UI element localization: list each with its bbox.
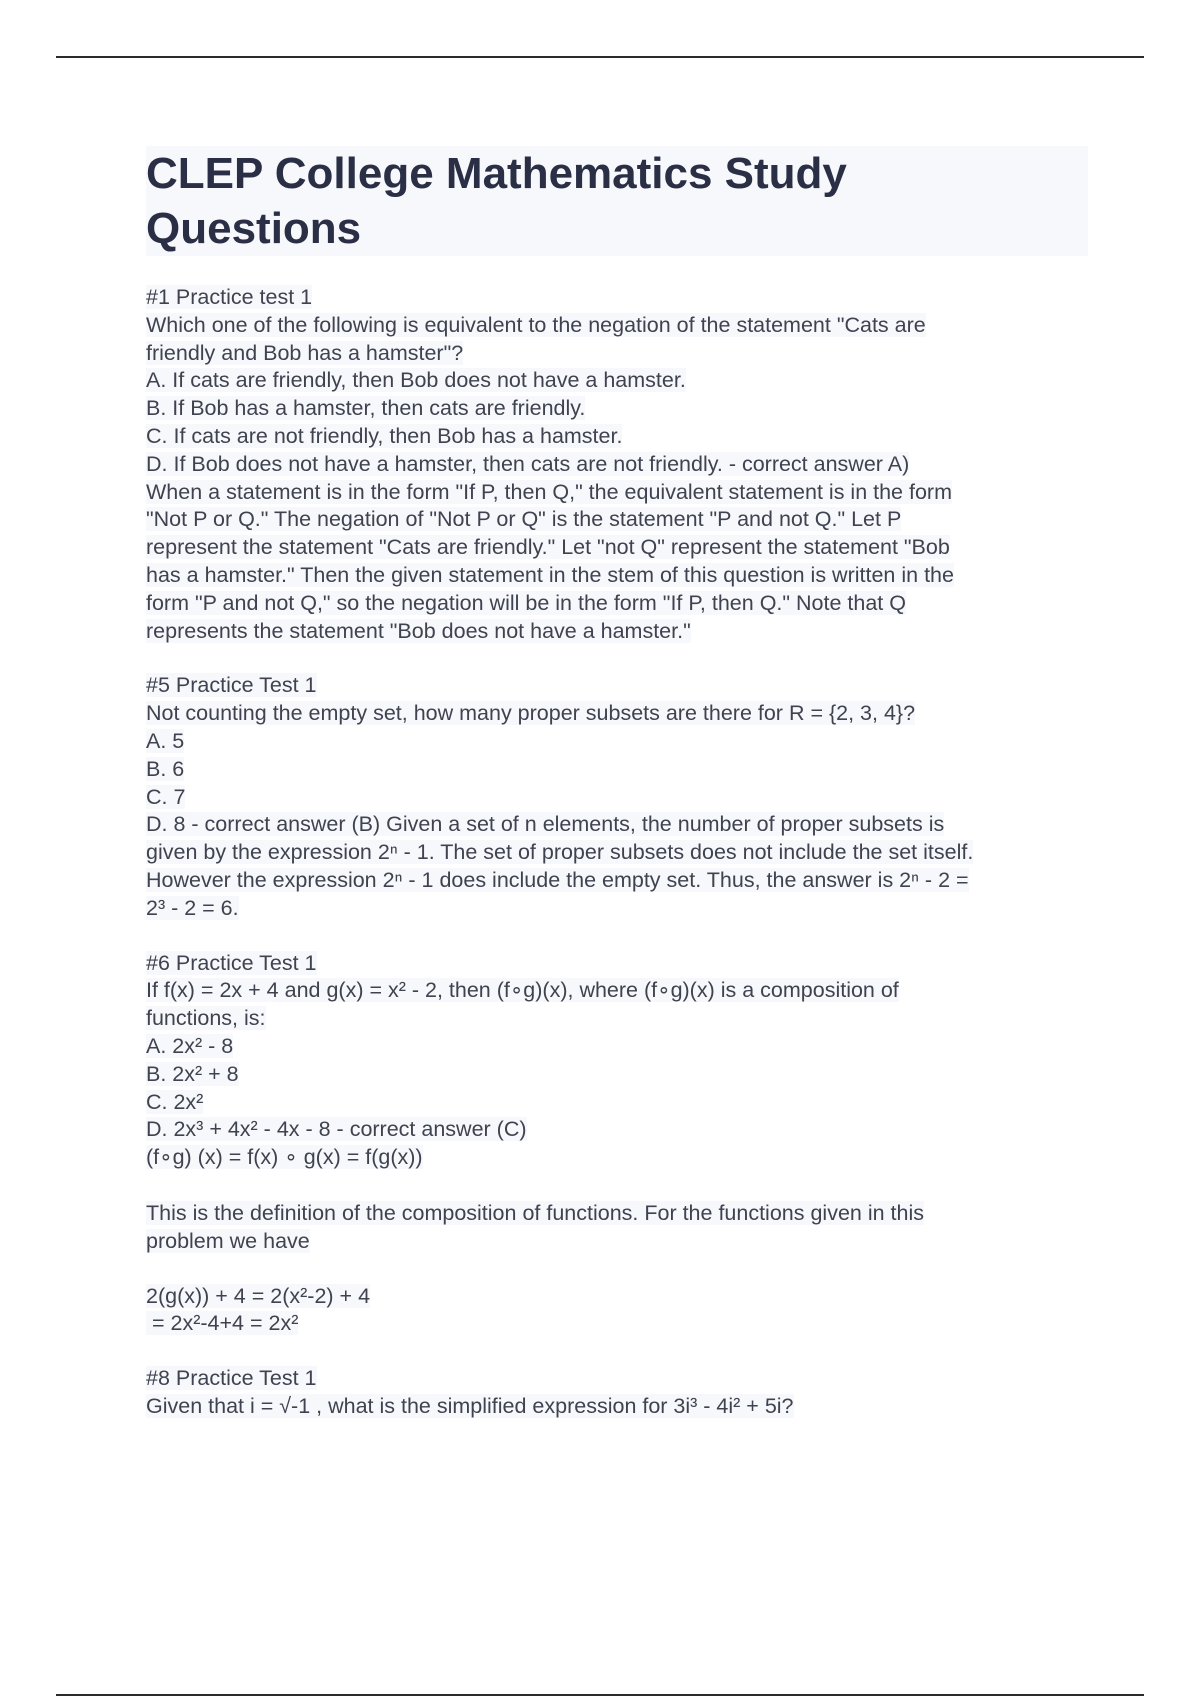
answer-option: C. If cats are not friendly, then Bob has a hamster.	[146, 423, 623, 448]
spacer	[146, 645, 1086, 672]
explanation-text: given by the expression 2ⁿ - 1. The set of proper subsets does not include the set itself.	[146, 840, 974, 865]
explanation-text: form "P and not Q," so the negation will be in the form "If P, then Q." Note that Q	[146, 590, 906, 615]
equation-line: = 2x²-4+4 = 2x²	[146, 1311, 299, 1336]
spacer	[146, 1256, 1086, 1283]
explanation-text: "Not P or Q." The negation of "Not P or Q" is the statement "P and not Q." Let P	[146, 507, 902, 532]
answer-option: D. 8 - correct answer (B) Given a set of n elements, the number of proper subsets is	[146, 812, 945, 837]
question-text: friendly and Bob has a hamster"?	[146, 340, 464, 365]
question-text: Not counting the empty set, how many proper subsets are there for R = {2, 3, 4}?	[146, 701, 916, 726]
question-1	[146, 284, 1086, 645]
question-8	[146, 1365, 1086, 1421]
answer-option: A. 2x² - 8	[146, 1033, 234, 1058]
explanation-text: has a hamster." Then the given statement in the stem of this question is written in the	[146, 562, 954, 587]
explanation-text: When a statement is in the form "If P, then Q," the equivalent statement is in the form	[146, 479, 952, 504]
answer-option: D. 2x³ + 4x² - 4x - 8 - correct answer (C)	[146, 1117, 527, 1142]
equation-block	[146, 1283, 1086, 1339]
question-heading: #5 Practice Test 1	[146, 673, 317, 698]
answer-option: B. 2x² + 8	[146, 1061, 239, 1086]
explanation-text: problem we have	[146, 1228, 310, 1253]
question-heading: #6 Practice Test 1	[146, 950, 317, 975]
explanation-paragraph	[146, 1200, 1086, 1256]
question-5	[146, 672, 1086, 922]
answer-option: A. If cats are friendly, then Bob does not have a hamster.	[146, 368, 686, 393]
answer-option: B. If Bob has a hamster, then cats are friendly.	[146, 396, 586, 421]
title-line: CLEP College Mathematics Study	[146, 149, 847, 198]
page-title	[146, 146, 1088, 256]
question-text: Which one of the following is equivalent to the negation of the statement "Cats are	[146, 312, 926, 337]
spacer	[146, 923, 1086, 950]
title-line: Questions	[146, 204, 362, 253]
answer-option: B. 6	[146, 756, 185, 781]
question-text: If f(x) = 2x + 4 and g(x) = x² - 2, then (f∘g)(x), where (f∘g)(x) is a composition of	[146, 978, 899, 1003]
document-body	[146, 284, 1086, 1421]
answer-option: A. 5	[146, 728, 185, 753]
explanation-text: (f∘g) (x) = f(x) ∘ g(x) = f(g(x))	[146, 1145, 423, 1170]
explanation-text: This is the definition of the composition of functions. For the functions given in this	[146, 1200, 924, 1225]
explanation-text: 2³ - 2 = 6.	[146, 895, 239, 920]
answer-option: C. 7	[146, 784, 186, 809]
question-6	[146, 950, 1086, 1172]
explanation-text: represent the statement "Cats are friendly." Let "not Q" represent the statement "Bob	[146, 535, 950, 560]
spacer	[146, 1338, 1086, 1365]
question-text: functions, is:	[146, 1006, 266, 1031]
answer-option: C. 2x²	[146, 1089, 204, 1114]
question-heading: #8 Practice Test 1	[146, 1366, 317, 1391]
explanation-text: However the expression 2ⁿ - 1 does include the empty set. Thus, the answer is 2ⁿ - 2 =	[146, 867, 969, 892]
question-heading: #1 Practice test 1	[146, 285, 313, 309]
answer-option: D. If Bob does not have a hamster, then cats are not friendly. - correct answer A)	[146, 451, 910, 476]
question-text: Given that i = √-1 , what is the simplified expression for 3i³ - 4i² + 5i?	[146, 1393, 794, 1418]
explanation-text: represents the statement "Bob does not have a hamster."	[146, 618, 691, 643]
spacer	[146, 1172, 1086, 1200]
bottom-rule	[56, 1694, 1144, 1696]
title-block	[146, 146, 1088, 256]
equation-line: 2(g(x)) + 4 = 2(x²-2) + 4	[146, 1283, 371, 1308]
top-rule	[56, 56, 1144, 58]
